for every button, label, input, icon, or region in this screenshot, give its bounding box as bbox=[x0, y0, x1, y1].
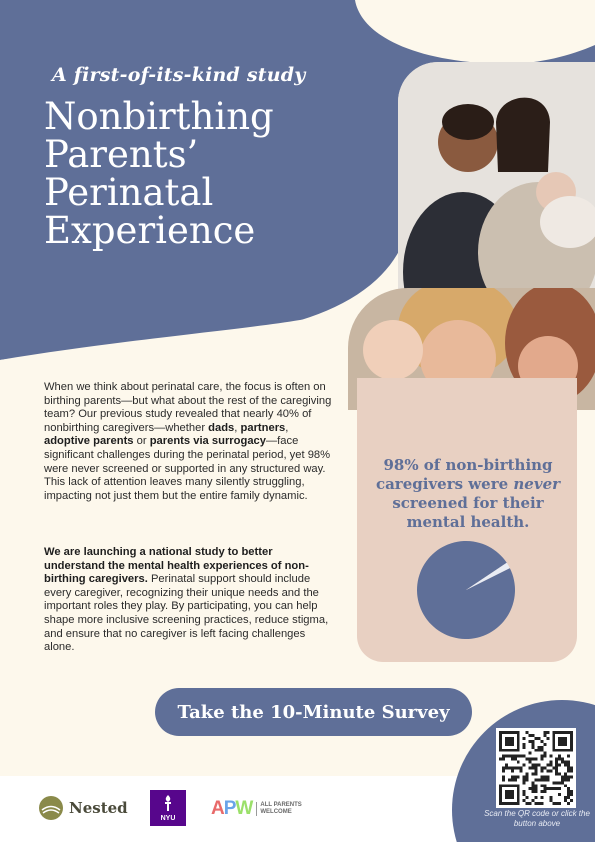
stat-emphasis: never bbox=[513, 475, 561, 493]
study-text: Perinatal support should include every caregiver, recognizing their unique needs and the important roles they play. By participating, you can help shape more inclusive screening practices, reduce stigma, and ensure that no caregiver is left facing challenges alone. bbox=[44, 573, 329, 654]
term-surrogacy: parents via surrogacy bbox=[149, 435, 266, 448]
study-paragraph bbox=[44, 546, 334, 655]
title-line: Nonbirthing bbox=[44, 95, 274, 138]
nyu-logo bbox=[150, 790, 186, 826]
term-partners: partners bbox=[240, 421, 286, 434]
stat-text-a: 98% of non-birthing caregivers were bbox=[375, 456, 553, 493]
apw-tagline bbox=[256, 802, 301, 816]
title-line: Perinatal bbox=[44, 171, 214, 214]
apw-logo-text: APW bbox=[211, 798, 253, 819]
torch-icon bbox=[162, 795, 174, 811]
nyu-logo-text: NYU bbox=[160, 815, 176, 822]
title-line: Parents’ bbox=[44, 133, 199, 176]
page-title bbox=[44, 95, 374, 252]
nested-mark-icon bbox=[38, 795, 64, 821]
apw-tagline-line: ALL PARENTS bbox=[260, 802, 302, 808]
study-subtitle: A first-of-its-kind study bbox=[52, 64, 306, 86]
apw-logo bbox=[211, 798, 302, 820]
title-line: Experience bbox=[44, 209, 256, 252]
stat-text-b: screened for their mental health. bbox=[392, 494, 544, 531]
term-adoptive: adoptive parents bbox=[44, 435, 134, 448]
screening-pie-chart bbox=[416, 540, 516, 640]
take-survey-button[interactable]: Take the 10-Minute Survey bbox=[155, 688, 472, 736]
qr-code[interactable] bbox=[496, 728, 576, 808]
separator: , bbox=[285, 421, 289, 434]
stat-headline bbox=[370, 456, 566, 532]
family-photo bbox=[398, 62, 595, 300]
separator: , bbox=[234, 421, 241, 434]
study-lead: We are launching a national study to better understand the mental health experiences of non-birthing caregivers. bbox=[44, 546, 309, 586]
intro-text: —face significant challenges during the perinatal period, yet 98% were never screened or supported in any structured way. This lack of attention leaves many silently struggling, impacting not just them but the entire family dynamic. bbox=[44, 435, 331, 502]
term-dads: dads bbox=[208, 421, 235, 434]
separator: or bbox=[133, 435, 150, 448]
nested-logo bbox=[38, 795, 128, 821]
intro-text: When we think about perinatal care, the focus is often on birthing parents—but what about the rest of the caregiving team? Our previous study revealed that nearly 40% of nonbirthing caregivers—whether bbox=[44, 381, 332, 434]
nested-logo-text: Nested bbox=[69, 799, 128, 817]
qr-caption: Scan the QR code or click the button above bbox=[484, 809, 590, 828]
intro-paragraph bbox=[44, 381, 334, 503]
apw-tagline-line: WELCOME bbox=[260, 809, 292, 815]
